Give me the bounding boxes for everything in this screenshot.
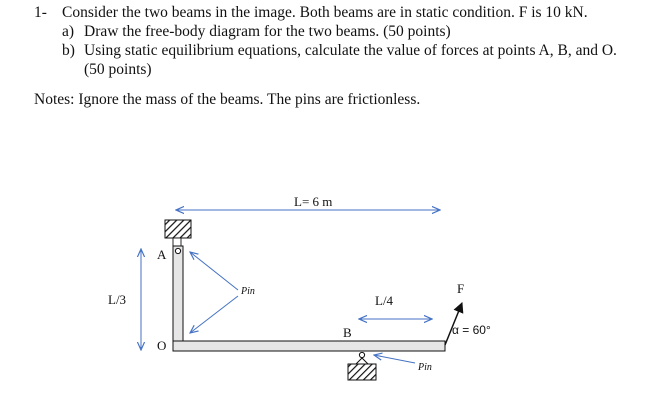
point-b-label: B: [343, 325, 352, 340]
pin-b-icon: [359, 352, 364, 357]
point-o-label: O: [157, 338, 167, 353]
angle-label: α = 60°: [452, 323, 491, 337]
part-b-text-continued: (50 points): [84, 61, 152, 78]
pin-pointer-b: [374, 355, 415, 363]
lower-ground-support: [348, 364, 376, 380]
notes: Notes: Ignore the mass of the beams. The pins are frictionless.: [34, 91, 421, 108]
part-b-text: Using static equilibrium equations, calculate the value of forces at points A, B, and O.: [84, 42, 617, 59]
horizontal-beam: [173, 341, 445, 351]
pin-label-upper: Pin: [241, 286, 255, 297]
upper-ground-support: [165, 220, 191, 238]
pin-pointer-o: [190, 296, 238, 333]
part-a-text: Draw the free-body diagram for the two beams. (50 points): [84, 23, 451, 40]
quarter-length-label: L/4: [375, 293, 394, 308]
question-number: 1-: [34, 4, 47, 21]
vertical-beam: [173, 246, 183, 351]
pin-label-lower: Pin: [418, 362, 432, 373]
point-a-label: A: [157, 247, 167, 262]
question-stem: Consider the two beams in the image. Both beams are in static condition. F is 10 kN.: [62, 4, 588, 21]
part-a-label: a): [62, 23, 75, 40]
force-label: F: [457, 281, 465, 296]
pin-a-icon: [175, 248, 180, 253]
part-b-label: b): [62, 42, 75, 59]
pin-pointer-a: [190, 252, 238, 290]
height-label: L/3: [108, 292, 127, 307]
length-label: L= 6 m: [294, 194, 333, 209]
